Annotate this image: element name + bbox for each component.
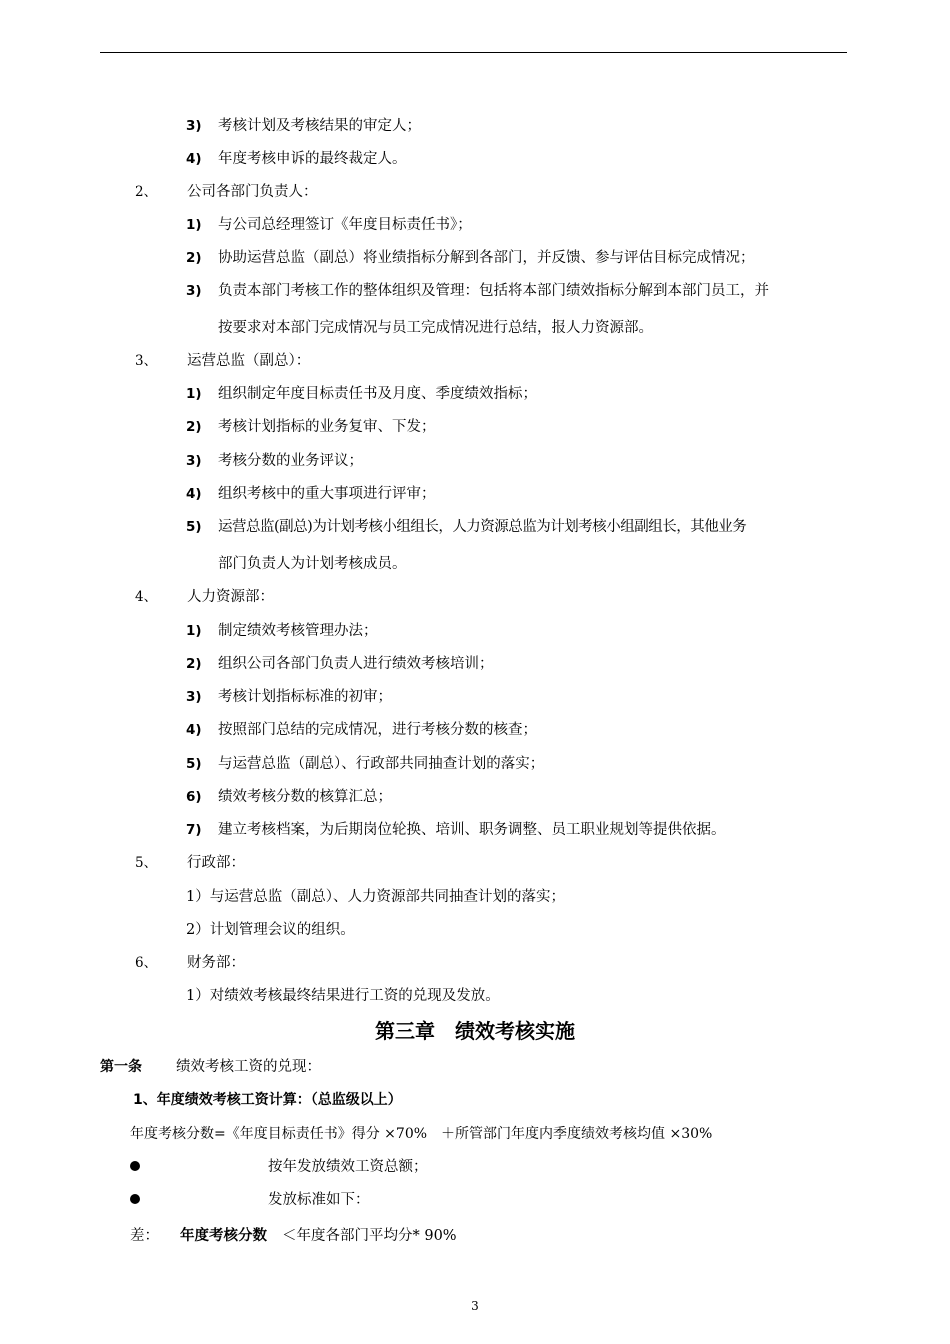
item-number: 3) — [186, 453, 202, 469]
item-number: 3) — [186, 283, 202, 299]
item-text: 1）对绩效考核最终结果进行工资的兑现及发放。 — [186, 988, 500, 1004]
item-text: 组织制定年度目标责任书及月度、季度绩效指标； — [218, 386, 537, 402]
item-text: 组织公司各部门负责人进行绩效考核培训； — [218, 656, 494, 672]
item-number: 5) — [186, 756, 202, 772]
item-number: 3) — [186, 118, 202, 134]
item-number: 4) — [186, 151, 202, 167]
item-number: 1) — [186, 217, 202, 233]
item-number: 2) — [186, 250, 202, 266]
item-text: 绩效考核分数的核算汇总； — [218, 789, 392, 805]
section-number: 6、 — [135, 955, 158, 971]
bullet-icon — [130, 1161, 140, 1171]
item-text: 组织考核中的重大事项进行评审； — [218, 486, 436, 502]
section-number: 2、 — [135, 184, 158, 200]
section-number: 4、 — [135, 589, 158, 605]
item-number: 1) — [186, 623, 202, 639]
item-text-continued: 按要求对本部门完成情况与员工完成情况进行总结，报人力资源部。 — [218, 320, 653, 336]
section-number: 3、 — [135, 353, 158, 369]
item-number: 7) — [186, 822, 202, 838]
bullet-text: 按年发放绩效工资总额； — [268, 1159, 428, 1175]
article-label: 第一条 — [100, 1059, 142, 1075]
item-text: 考核计划指标的业务复审、下发； — [218, 419, 436, 435]
item-text: 运营总监(副总)为计划考核小组组长，人力资源总监为计划考核小组副组长，其他业务 — [218, 519, 747, 535]
item-number: 4) — [186, 722, 202, 738]
item-number: 3) — [186, 689, 202, 705]
item-text: 制定绩效考核管理办法； — [218, 623, 378, 639]
item-text: 与运营总监（副总）、行政部共同抽查计划的落实； — [218, 756, 545, 772]
item-number: 6) — [186, 789, 202, 805]
subheading: 1、年度绩效考核工资计算：（总监级以上） — [133, 1092, 402, 1108]
article-text: 绩效考核工资的兑现： — [176, 1059, 321, 1075]
item-text: 年度考核申诉的最终裁定人。 — [218, 151, 407, 167]
item-text: 考核计划及考核结果的审定人； — [218, 118, 421, 134]
item-text: 按照部门总结的完成情况，进行考核分数的核查； — [218, 722, 537, 738]
item-text: 建立考核档案，为后期岗位轮换、培训、职务调整、员工职业规划等提供依据。 — [218, 822, 726, 838]
grade-label: 差： — [130, 1228, 159, 1244]
item-number: 5) — [186, 519, 202, 535]
header-rule — [100, 52, 847, 53]
item-text: 考核分数的业务评议； — [218, 453, 363, 469]
item-text: 2）计划管理会议的组织。 — [186, 922, 355, 938]
item-text: 负责本部门考核工作的整体组织及管理：包括将本部门绩效指标分解到本部门员工，并 — [218, 283, 769, 299]
grade-bold-text: 年度考核分数 — [180, 1228, 267, 1244]
item-number: 2) — [186, 419, 202, 435]
grade-rest-text: ＜年度各部门平均分* 90% — [282, 1228, 457, 1244]
section-number: 5、 — [135, 855, 158, 871]
section-title: 财务部： — [187, 955, 245, 971]
item-text: 考核计划指标标准的初审； — [218, 689, 392, 705]
section-title: 人力资源部： — [187, 589, 274, 605]
item-text: 1）与运营总监（副总）、人力资源部共同抽查计划的落实； — [186, 889, 565, 905]
bullet-text: 发放标准如下： — [268, 1192, 370, 1208]
page-number: 3 — [471, 1299, 479, 1313]
chapter-title: 第三章 绩效考核实施 — [375, 1019, 575, 1043]
section-title: 公司各部门负责人： — [187, 184, 318, 200]
item-number: 1) — [186, 386, 202, 402]
formula: 年度考核分数=《年度目标责任书》得分 ×70% ＋所管部门年度内季度绩效考核均值 ×30% — [130, 1126, 713, 1142]
item-text-continued: 部门负责人为计划考核成员。 — [218, 556, 407, 572]
bullet-icon — [130, 1194, 140, 1204]
section-title: 行政部： — [187, 855, 245, 871]
item-number: 2) — [186, 656, 202, 672]
item-text: 与公司总经理签订《年度目标责任书》； — [218, 217, 472, 233]
section-title: 运营总监（副总）： — [187, 353, 311, 369]
item-number: 4) — [186, 486, 202, 502]
item-text: 协助运营总监（副总）将业绩指标分解到各部门，并反馈、参与评估目标完成情况； — [218, 250, 755, 266]
